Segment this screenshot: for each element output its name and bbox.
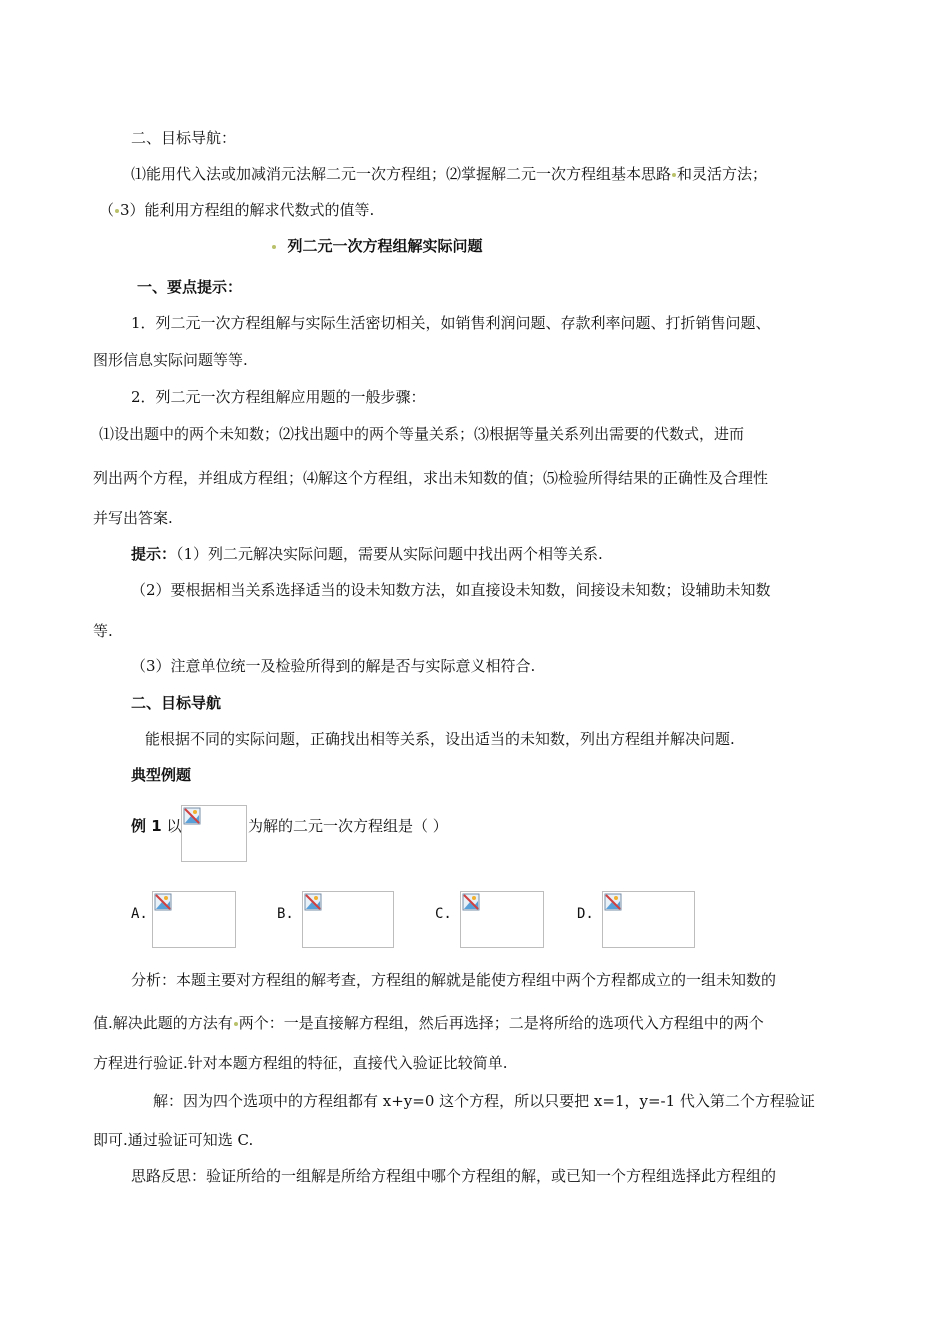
hint-3: （3）注意单位统一及检验所得到的解是否与实际意义相符合. (131, 657, 536, 675)
solution-l1: 解：因为四个选项中的方程组都有 x+y=0 这个方程，所以只要把 x=1，y=-1 代入第二个方程验证 (153, 1092, 815, 1110)
option-d-label: D. (577, 906, 594, 922)
option-b-image (302, 891, 394, 948)
analysis-l2-b: 两个：一是直接解方程组，然后再选择；二是将所给的选项代入方程组中的两个 (238, 1014, 764, 1032)
option-a-image (152, 891, 236, 948)
example1-equation-image (181, 805, 247, 862)
nav2-text: 能根据不同的实际问题，正确找出相等关系，设出适当的未知数，列出方程组并解决问题. (145, 730, 735, 748)
broken-image-icon (183, 807, 201, 825)
highlight-dot-icon (272, 245, 276, 249)
key-points-p1-l2: 图形信息实际问题等等. (93, 351, 248, 369)
example1-pre: 以 (166, 817, 182, 835)
highlight-dot-icon (234, 1022, 238, 1026)
key-points-p3-l2: 列出两个方程，并组成方程组；⑷解这个方程组，求出未知数的值；⑸检验所得结果的正确性及合理性 (93, 469, 769, 487)
broken-image-icon (604, 893, 622, 911)
highlight-dot-icon (115, 209, 119, 213)
analysis-l2 (93, 1013, 764, 1033)
option-c-label: C. (435, 906, 452, 922)
nav1-line1-b: 和灵活方法； (677, 165, 768, 183)
analysis-l2-a: 值.解决此题的方法有 (93, 1014, 233, 1032)
example1-post: 为解的二元一次方程组是（ ） (248, 817, 448, 835)
page-title (271, 236, 482, 256)
key-points-p3-l3: 并写出答案. (93, 509, 173, 527)
hints-label: 提示： (131, 545, 177, 563)
key-points-p1-l1: 1．列二元一次方程组解与实际生活密切相关，如销售利润问题、存款利率问题、打折销售问题、 (131, 314, 771, 332)
option-d-image (602, 891, 695, 948)
highlight-dot-icon (672, 173, 676, 177)
key-points-p3-l1: ⑴设出题中的两个未知数；⑵找出题中的两个等量关系；⑶根据等量关系列出需要的代数式，进而 (99, 425, 745, 443)
broken-image-icon (304, 893, 322, 911)
key-points-p2: 2．列二元一次方程组解应用题的一般步骤： (131, 388, 426, 406)
broken-image-icon (462, 893, 480, 911)
nav1-line1-a: ⑴能用代入法或加减消元法解二元一次方程组；⑵掌握解二元一次方程组基本思路 (131, 165, 672, 183)
analysis-l1: 分析：本题主要对方程组的解考查，方程组的解就是能使方程组中两个方程都成立的一组未知数的 (131, 971, 777, 989)
page-title-text: 列二元一次方程组解实际问题 (287, 237, 483, 255)
nav1-line2-b: 3）能利用方程组的解求代数式的值等. (120, 201, 375, 219)
analysis-l3: 方程进行验证.针对本题方程组的特征，直接代入验证比较简单. (93, 1054, 508, 1072)
option-b-label: B. (277, 906, 294, 922)
example1-prefix (131, 816, 181, 836)
example1-label: 例 1 (131, 817, 162, 835)
hints-line1 (131, 544, 603, 564)
nav1-line2 (99, 200, 374, 220)
option-c-image (460, 891, 544, 948)
broken-image-icon (154, 893, 172, 911)
nav2-heading: 二、目标导航 (131, 694, 222, 712)
nav1-line2-a: （ (99, 201, 115, 219)
solution-l2: 即可.通过验证可知选 C. (93, 1131, 254, 1149)
key-points-heading: 一、要点提示： (137, 278, 243, 296)
hint-2-l1: （2）要根据相当关系选择适当的设未知数方法，如直接设未知数，间接设未知数；设辅助未知数 (131, 581, 771, 599)
nav1-line1 (131, 164, 767, 184)
nav1-heading: 二、目标导航： (131, 129, 237, 147)
examples-heading: 典型例题 (131, 766, 192, 784)
reflection-l1: 思路反思：验证所给的一组解是所给方程组中哪个方程组的解，或已知一个方程组选择此方程组的 (131, 1167, 777, 1185)
option-a-label: A. (131, 906, 148, 922)
hint-1: （1）列二元解决实际问题，需要从实际问题中找出两个相等关系. (176, 545, 603, 563)
hint-2-l2: 等. (93, 622, 113, 640)
